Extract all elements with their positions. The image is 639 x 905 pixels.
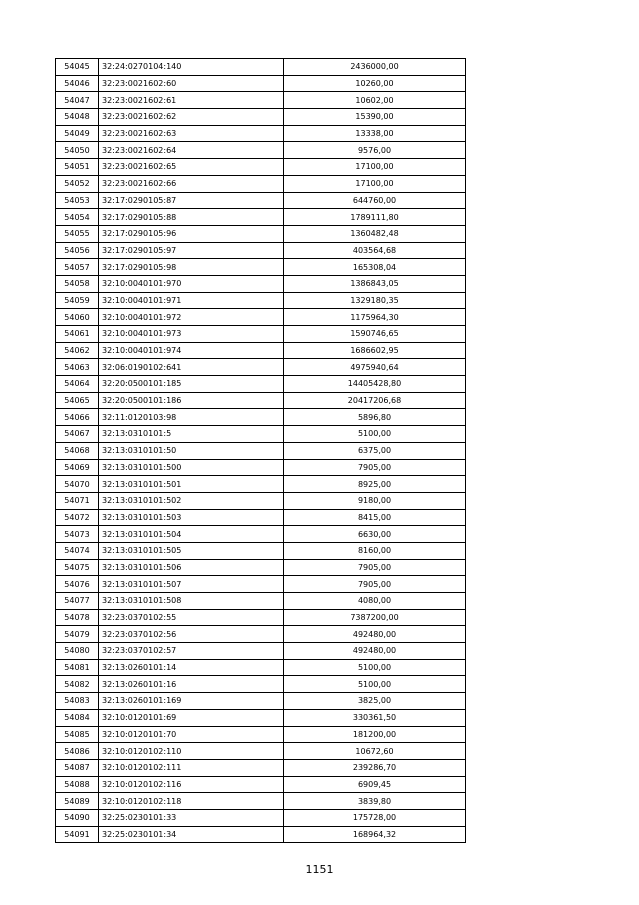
table-row bbox=[56, 142, 466, 159]
value-cell: 4975940,64 bbox=[284, 359, 466, 376]
row-number-cell: 54063 bbox=[56, 359, 99, 376]
value-cell: 10602,00 bbox=[284, 92, 466, 109]
table-row bbox=[56, 759, 466, 776]
row-number-cell: 54089 bbox=[56, 793, 99, 810]
cadastral-number-cell: 32:13:0310101:5 bbox=[99, 426, 284, 443]
cadastral-number-cell: 32:20:0500101:185 bbox=[99, 376, 284, 393]
row-number-cell: 54056 bbox=[56, 242, 99, 259]
value-cell: 175728,00 bbox=[284, 809, 466, 826]
row-number-cell: 54045 bbox=[56, 59, 99, 76]
table-row bbox=[56, 109, 466, 126]
value-cell: 7905,00 bbox=[284, 559, 466, 576]
table-row bbox=[56, 92, 466, 109]
value-cell: 168964,32 bbox=[284, 826, 466, 843]
value-cell: 8925,00 bbox=[284, 476, 466, 493]
row-number-cell: 54057 bbox=[56, 259, 99, 276]
table-row bbox=[56, 175, 466, 192]
table-row bbox=[56, 376, 466, 393]
value-cell: 17100,00 bbox=[284, 175, 466, 192]
value-cell: 3825,00 bbox=[284, 693, 466, 710]
table-row bbox=[56, 709, 466, 726]
row-number-cell: 54071 bbox=[56, 492, 99, 509]
page-number: 1151 bbox=[305, 863, 334, 876]
cadastral-number-cell: 32:23:0021602:61 bbox=[99, 92, 284, 109]
table-row bbox=[56, 459, 466, 476]
value-cell: 1590746,65 bbox=[284, 326, 466, 343]
row-number-cell: 54086 bbox=[56, 743, 99, 760]
cadastral-number-cell: 32:23:0370102:55 bbox=[99, 609, 284, 626]
table-row bbox=[56, 192, 466, 209]
row-number-cell: 54051 bbox=[56, 159, 99, 176]
table-row bbox=[56, 526, 466, 543]
table-row bbox=[56, 626, 466, 643]
cadastral-number-cell: 32:13:0310101:504 bbox=[99, 526, 284, 543]
value-cell: 20417206,68 bbox=[284, 392, 466, 409]
row-number-cell: 54078 bbox=[56, 609, 99, 626]
cadastral-number-cell: 32:10:0040101:971 bbox=[99, 292, 284, 309]
cadastral-number-cell: 32:13:0260101:14 bbox=[99, 659, 284, 676]
cadastral-number-cell: 32:13:0310101:50 bbox=[99, 442, 284, 459]
value-cell: 4080,00 bbox=[284, 593, 466, 610]
row-number-cell: 54048 bbox=[56, 109, 99, 126]
cadastral-number-cell: 32:13:0310101:500 bbox=[99, 459, 284, 476]
row-number-cell: 54084 bbox=[56, 709, 99, 726]
value-cell: 1686602,95 bbox=[284, 342, 466, 359]
row-number-cell: 54090 bbox=[56, 809, 99, 826]
table-row bbox=[56, 793, 466, 810]
row-number-cell: 54085 bbox=[56, 726, 99, 743]
row-number-cell: 54047 bbox=[56, 92, 99, 109]
table-row bbox=[56, 225, 466, 242]
row-number-cell: 54061 bbox=[56, 326, 99, 343]
row-number-cell: 54064 bbox=[56, 376, 99, 393]
cadastral-number-cell: 32:13:0310101:505 bbox=[99, 542, 284, 559]
table-row bbox=[56, 342, 466, 359]
value-cell: 492480,00 bbox=[284, 643, 466, 660]
table-row bbox=[56, 809, 466, 826]
cadastral-number-cell: 32:10:0120101:70 bbox=[99, 726, 284, 743]
value-cell: 6375,00 bbox=[284, 442, 466, 459]
table-row bbox=[56, 559, 466, 576]
row-number-cell: 54073 bbox=[56, 526, 99, 543]
cadastral-number-cell: 32:13:0310101:501 bbox=[99, 476, 284, 493]
cadastral-number-cell: 32:23:0370102:56 bbox=[99, 626, 284, 643]
cadastral-number-cell: 32:13:0310101:502 bbox=[99, 492, 284, 509]
value-cell: 1386843,05 bbox=[284, 275, 466, 292]
value-cell: 1789111,80 bbox=[284, 209, 466, 226]
row-number-cell: 54075 bbox=[56, 559, 99, 576]
row-number-cell: 54046 bbox=[56, 75, 99, 92]
value-cell: 10260,00 bbox=[284, 75, 466, 92]
cadastral-number-cell: 32:13:0310101:503 bbox=[99, 509, 284, 526]
table-row bbox=[56, 643, 466, 660]
table-row bbox=[56, 743, 466, 760]
cadastral-number-cell: 32:24:0270104:140 bbox=[99, 59, 284, 76]
cadastral-number-cell: 32:17:0290105:97 bbox=[99, 242, 284, 259]
value-cell: 181200,00 bbox=[284, 726, 466, 743]
table-row bbox=[56, 75, 466, 92]
cadastral-number-cell: 32:25:0230101:34 bbox=[99, 826, 284, 843]
cadastral-number-cell: 32:23:0021602:66 bbox=[99, 175, 284, 192]
table-row bbox=[56, 392, 466, 409]
row-number-cell: 54070 bbox=[56, 476, 99, 493]
row-number-cell: 54091 bbox=[56, 826, 99, 843]
row-number-cell: 54082 bbox=[56, 676, 99, 693]
cadastral-number-cell: 32:10:0040101:973 bbox=[99, 326, 284, 343]
table-row bbox=[56, 259, 466, 276]
cadastral-number-cell: 32:10:0120102:118 bbox=[99, 793, 284, 810]
table-row bbox=[56, 59, 466, 76]
table-row bbox=[56, 593, 466, 610]
table-row bbox=[56, 409, 466, 426]
cadastral-number-cell: 32:25:0230101:33 bbox=[99, 809, 284, 826]
value-cell: 1175964,30 bbox=[284, 309, 466, 326]
value-cell: 9576,00 bbox=[284, 142, 466, 159]
cadastral-number-cell: 32:06:0190102:641 bbox=[99, 359, 284, 376]
table-row bbox=[56, 426, 466, 443]
table-row bbox=[56, 159, 466, 176]
table-row bbox=[56, 542, 466, 559]
table-row bbox=[56, 275, 466, 292]
value-cell: 14405428,80 bbox=[284, 376, 466, 393]
cadastral-number-cell: 32:17:0290105:87 bbox=[99, 192, 284, 209]
cadastral-number-cell: 32:10:0040101:970 bbox=[99, 275, 284, 292]
row-number-cell: 54072 bbox=[56, 509, 99, 526]
row-number-cell: 54066 bbox=[56, 409, 99, 426]
cadastral-number-cell: 32:17:0290105:88 bbox=[99, 209, 284, 226]
table-row bbox=[56, 693, 466, 710]
table-row bbox=[56, 726, 466, 743]
row-number-cell: 54049 bbox=[56, 125, 99, 142]
table-row bbox=[56, 242, 466, 259]
cadastral-number-cell: 32:23:0021602:60 bbox=[99, 75, 284, 92]
value-cell: 330361,50 bbox=[284, 709, 466, 726]
table-row bbox=[56, 826, 466, 843]
cadastral-number-cell: 32:10:0120101:69 bbox=[99, 709, 284, 726]
value-cell: 5100,00 bbox=[284, 659, 466, 676]
table-row bbox=[56, 509, 466, 526]
cadastral-number-cell: 32:10:0040101:972 bbox=[99, 309, 284, 326]
cadastral-number-cell: 32:13:0310101:508 bbox=[99, 593, 284, 610]
row-number-cell: 54060 bbox=[56, 309, 99, 326]
value-cell: 1360482,48 bbox=[284, 225, 466, 242]
table-row bbox=[56, 125, 466, 142]
value-cell: 9180,00 bbox=[284, 492, 466, 509]
cadastral-number-cell: 32:13:0260101:16 bbox=[99, 676, 284, 693]
row-number-cell: 54059 bbox=[56, 292, 99, 309]
value-cell: 7905,00 bbox=[284, 576, 466, 593]
cadastral-number-cell: 32:13:0260101:169 bbox=[99, 693, 284, 710]
value-cell: 6630,00 bbox=[284, 526, 466, 543]
row-number-cell: 54088 bbox=[56, 776, 99, 793]
value-cell: 7905,00 bbox=[284, 459, 466, 476]
row-number-cell: 54065 bbox=[56, 392, 99, 409]
value-cell: 7387200,00 bbox=[284, 609, 466, 626]
table-row bbox=[56, 659, 466, 676]
row-number-cell: 54055 bbox=[56, 225, 99, 242]
table-row bbox=[56, 292, 466, 309]
row-number-cell: 54052 bbox=[56, 175, 99, 192]
value-cell: 5100,00 bbox=[284, 426, 466, 443]
value-cell: 13338,00 bbox=[284, 125, 466, 142]
table-row bbox=[56, 476, 466, 493]
row-number-cell: 54050 bbox=[56, 142, 99, 159]
cadastral-number-cell: 32:23:0021602:62 bbox=[99, 109, 284, 126]
cadastral-number-cell: 32:10:0120102:111 bbox=[99, 759, 284, 776]
cadastral-number-cell: 32:23:0370102:57 bbox=[99, 643, 284, 660]
table-row bbox=[56, 442, 466, 459]
data-table bbox=[55, 58, 466, 843]
table-row bbox=[56, 576, 466, 593]
value-cell: 17100,00 bbox=[284, 159, 466, 176]
row-number-cell: 54087 bbox=[56, 759, 99, 776]
value-cell: 165308,04 bbox=[284, 259, 466, 276]
value-cell: 10672,60 bbox=[284, 743, 466, 760]
row-number-cell: 54077 bbox=[56, 593, 99, 610]
table-row bbox=[56, 676, 466, 693]
table-row bbox=[56, 309, 466, 326]
row-number-cell: 54083 bbox=[56, 693, 99, 710]
table-row bbox=[56, 359, 466, 376]
value-cell: 8415,00 bbox=[284, 509, 466, 526]
table-row bbox=[56, 492, 466, 509]
value-cell: 1329180,35 bbox=[284, 292, 466, 309]
value-cell: 403564,68 bbox=[284, 242, 466, 259]
value-cell: 644760,00 bbox=[284, 192, 466, 209]
table-row bbox=[56, 776, 466, 793]
cadastral-number-cell: 32:11:0120103:98 bbox=[99, 409, 284, 426]
row-number-cell: 54079 bbox=[56, 626, 99, 643]
table-row bbox=[56, 209, 466, 226]
row-number-cell: 54054 bbox=[56, 209, 99, 226]
cadastral-number-cell: 32:10:0120102:110 bbox=[99, 743, 284, 760]
cadastral-number-cell: 32:17:0290105:96 bbox=[99, 225, 284, 242]
cadastral-number-cell: 32:23:0021602:65 bbox=[99, 159, 284, 176]
value-cell: 5100,00 bbox=[284, 676, 466, 693]
row-number-cell: 54074 bbox=[56, 542, 99, 559]
value-cell: 15390,00 bbox=[284, 109, 466, 126]
row-number-cell: 54062 bbox=[56, 342, 99, 359]
cadastral-number-cell: 32:13:0310101:507 bbox=[99, 576, 284, 593]
cadastral-number-cell: 32:17:0290105:98 bbox=[99, 259, 284, 276]
cadastral-number-cell: 32:10:0120102:116 bbox=[99, 776, 284, 793]
row-number-cell: 54080 bbox=[56, 643, 99, 660]
value-cell: 5896,80 bbox=[284, 409, 466, 426]
value-cell: 3839,80 bbox=[284, 793, 466, 810]
row-number-cell: 54068 bbox=[56, 442, 99, 459]
cadastral-number-cell: 32:23:0021602:63 bbox=[99, 125, 284, 142]
value-cell: 492480,00 bbox=[284, 626, 466, 643]
row-number-cell: 54069 bbox=[56, 459, 99, 476]
value-cell: 239286,70 bbox=[284, 759, 466, 776]
cadastral-number-cell: 32:20:0500101:186 bbox=[99, 392, 284, 409]
cadastral-number-cell: 32:10:0040101:974 bbox=[99, 342, 284, 359]
value-cell: 8160,00 bbox=[284, 542, 466, 559]
table-body bbox=[56, 59, 466, 843]
row-number-cell: 54081 bbox=[56, 659, 99, 676]
cadastral-number-cell: 32:23:0021602:64 bbox=[99, 142, 284, 159]
row-number-cell: 54053 bbox=[56, 192, 99, 209]
table-row bbox=[56, 326, 466, 343]
row-number-cell: 54076 bbox=[56, 576, 99, 593]
row-number-cell: 54067 bbox=[56, 426, 99, 443]
row-number-cell: 54058 bbox=[56, 275, 99, 292]
value-cell: 6909,45 bbox=[284, 776, 466, 793]
table-row bbox=[56, 609, 466, 626]
value-cell: 2436000,00 bbox=[284, 59, 466, 76]
cadastral-number-cell: 32:13:0310101:506 bbox=[99, 559, 284, 576]
